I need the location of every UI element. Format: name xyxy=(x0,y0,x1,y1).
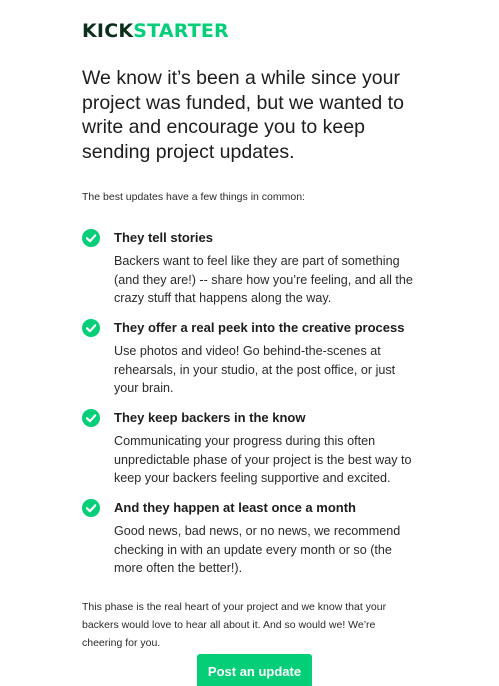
kickstarter-logo[interactable] xyxy=(82,20,229,42)
item-body: Use photos and video! Go behind-the-scenes at rehearsals, in your studio, at the post office, or just your brain. xyxy=(114,344,396,395)
closing-paragraph: This phase is the real heart of your project and we know that your backers would love to hear all about it. And so would we! We’re cheering for you. xyxy=(82,601,387,649)
item-title: They offer a real peek into the creative process xyxy=(114,320,405,335)
check-circle-icon xyxy=(82,319,100,337)
item-body: Communicating your progress during this often unpredictable phase of your project is the best way to keep your backers feeling supportive and excited. xyxy=(114,434,412,485)
check-circle-icon xyxy=(82,409,100,427)
item-title: And they happen at least once a month xyxy=(114,500,356,515)
lead-text: The best updates have a few things in common: xyxy=(82,191,305,203)
item-title: They tell stories xyxy=(114,230,213,245)
check-circle-icon xyxy=(82,229,100,247)
item-body: Backers want to feel like they are part of something (and they are!) -- share how you’re feeling, and all the crazy stuff that happens along the way. xyxy=(114,254,413,305)
intro-paragraph: We know it’s been a while since your project was funded, but we wanted to write and encourage you to keep sending project updates. xyxy=(82,67,404,163)
post-update-button[interactable]: Post an update xyxy=(197,654,312,686)
check-circle-icon xyxy=(82,499,100,517)
item-title: They keep backers in the know xyxy=(114,410,306,425)
item-body: Good news, bad news, or no news, we recommend checking in with an update every month or so (the more often the better!). xyxy=(114,524,401,575)
logo-wordmark: KICKSTARTER xyxy=(82,20,229,42)
